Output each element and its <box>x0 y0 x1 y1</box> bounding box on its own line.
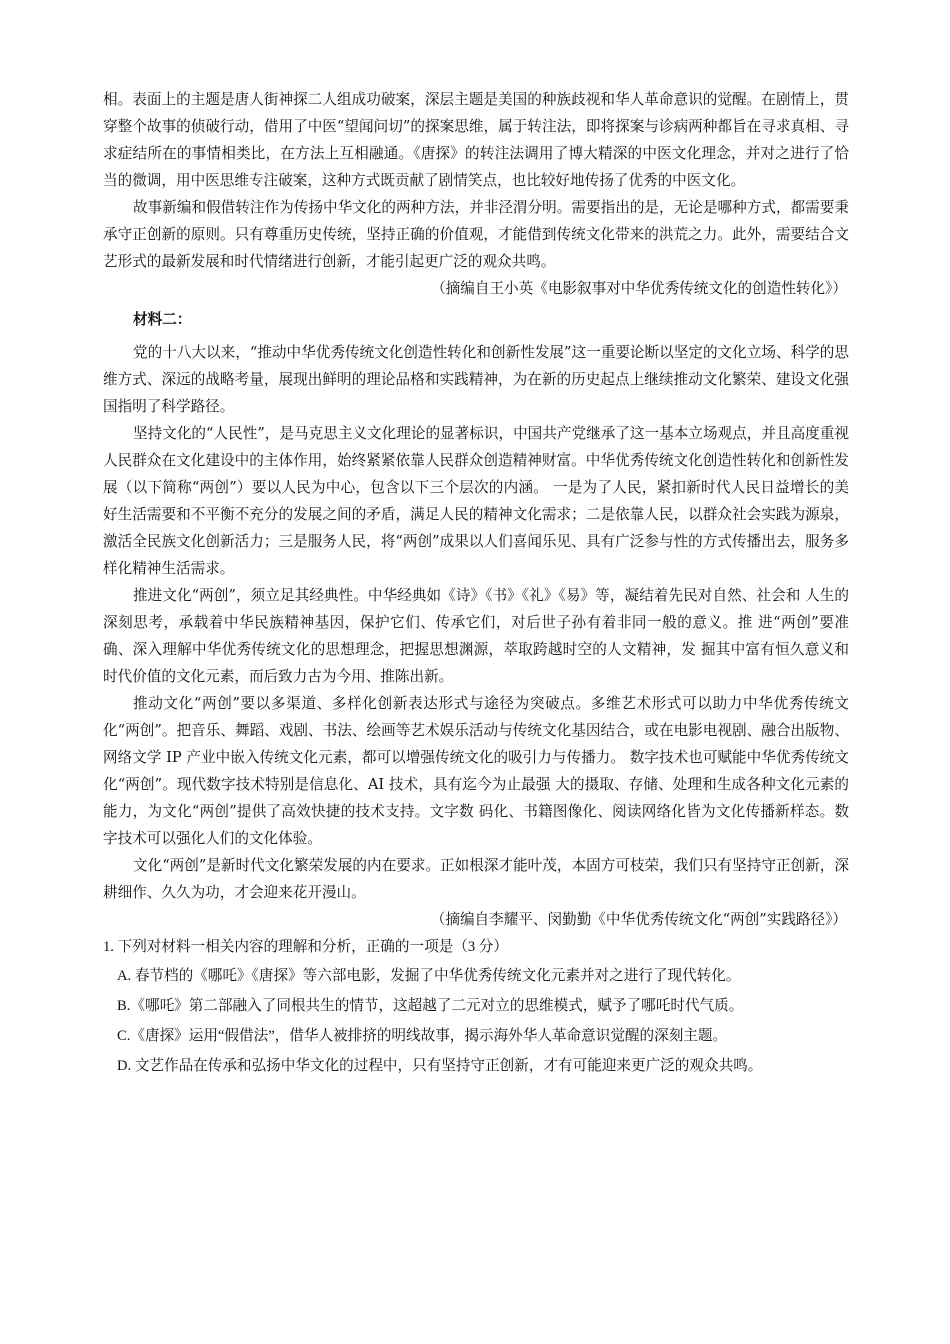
question-1-option-a: A. 春节档的《哪吒》《唐探》等六部电影，发掘了中华优秀传统文化元素并对之进行了现代转化。 <box>117 968 741 984</box>
material-two-heading: 材料二： <box>133 311 192 328</box>
material-two-source: （摘编自李耀平、闵勤勤《中华优秀传统文化“两创”实践路径》） <box>430 911 847 928</box>
material-one-source: （摘编自王小英《电影叙事对中华优秀传统文化的创造性转化》） <box>431 280 847 297</box>
material-two-paragraph-3: 推进文化“两创”，须立足其经典性。中华经典如《诗》《书》《礼》《易》等，凝结着先民对自然、社会和 人生的深刻思考，承载着中华民族精神基因，保护它们、传承它们，对后世子孙有着非同一般的意义。推 进“两创”要准确、深入理解中华优秀传统文化的思想理念，把握思想渊源，萃取跨越时空的人文精神，发 掘其中富有恒久意义和时代价值的文化元素，而后致力古为今用、推陈出新。 <box>103 587 849 685</box>
question-1-option-d: D. 文艺作品在传承和弘扬中华文化的过程中，只有坚持守正创新，才有可能迎来更广泛的观众共鸣。 <box>117 1058 763 1074</box>
material-two-paragraph-4: 推动文化“两创”要以多渠道、多样化创新表达形式与途径为突破点。多维艺术形式可以助力中华优秀传统文化“两创”。把音乐、舞蹈、戏剧、书法、绘画等艺术娱乐活动与传统文化基因结合，或在电影电视剧、融合出版物、网络文学 IP 产业中嵌入传统文化元素，都可以增强传统文化的吸引力与传播力。 数字技术也可赋能中华优秀传统文化“两创”。现代数字技术特别是信息化、AI 技术，具有迄今为止最强 大的摄取、存储、处理和生成各种文化元素的能力，为文化“两创”提供了高效快捷的技术支持。文字数 码化、书籍图像化、阅读网络化皆为文化传播新样态。数字技术可以强化人们的文化体验。 <box>103 695 849 847</box>
material-two-paragraph-1: 党的十八大以来，“推动中华优秀传统文化创造性转化和创新性发展”这一重要论断以坚定的文化立场、科学的思维方式、深远的战略考量，展现出鲜明的理论品格和实践精神，为在新的历史起点上继续推动文化繁荣、建设文化强国指明了科学路径。 <box>103 344 849 415</box>
material-two-paragraph-2: 坚持文化的“人民性”，是马克思主义文化理论的显著标识，中国共产党继承了这一基本立场观点，并且高度重视人民群众在文化建设中的主体作用，始终紧紧依靠人民群众创造精神财富。中华优秀传统文化创造性转化和创新性发展（以下简称“两创”）要以人民为中心，包含以下三个层次的内涵。 一是为了人民，紧扣新时代人民日益增长的美好生活需要和不平衡不充分的发展之间的矛盾，满足人民的精神文化需求；二是依靠人民，以群众社会实践为源泉，激活全民族文化创新活力；三是服务人民，将“两创”成果以人们喜闻乐见、具有广泛参与性的方式传播出去，服务多样化精神生活需求。 <box>103 425 849 577</box>
question-1-stem: 1. 下列对材料一相关内容的理解和分析，正确的一项是（3 分） <box>103 939 508 955</box>
question-1-option-b: B.《哪吒》第二部融入了同根共生的情节，这超越了二元对立的思维模式，赋予了哪吒时代气质。 <box>117 998 744 1014</box>
material-one-continuation <box>103 86 849 1081</box>
question-1-option-c: C.《唐探》运用“假借法”，借华人被排挤的明线故事，揭示海外华人革命意识觉醒的深刻主题。 <box>117 1028 728 1044</box>
material-two-paragraph-5: 文化“两创”是新时代文化繁荣发展的内在要求。正如根深才能叶茂，本固方可枝荣，我们只有坚持守正创新，深耕细作、久久为功，才会迎来花开漫山。 <box>103 857 849 901</box>
material-one-paragraph-2: 故事新编和假借转注作为传扬中华文化的两种方法，并非泾渭分明。需要指出的是，无论是哪种方式，都需要秉承守正创新的原则。只有尊重历史传统，坚持正确的价值观，才能借到传统文化带来的洪荒之力。此外，需要结合文艺形式的最新发展和时代情绪进行创新，才能引起更广泛的观众共鸣。 <box>103 199 849 270</box>
material-one-paragraph-1: 相。表面上的主题是唐人街神探二人组成功破案，深层主题是美国的种族歧视和华人革命意识的觉醒。在剧情上，贯穿整个故事的侦破行动，借用了中医“望闻问切”的探案思维，属于转注法，即将探案与诊病两种都旨在寻求真相、寻求症结所在的事情相类比，在方法上互相融通。《唐探》的转注法调用了博大精深的中医文化理念，并对之进行了恰当的微调，用中医思维专注破案，这种方式既贡献了剧情笑点，也比较好地传扬了优秀的中医文化。 <box>103 91 849 189</box>
